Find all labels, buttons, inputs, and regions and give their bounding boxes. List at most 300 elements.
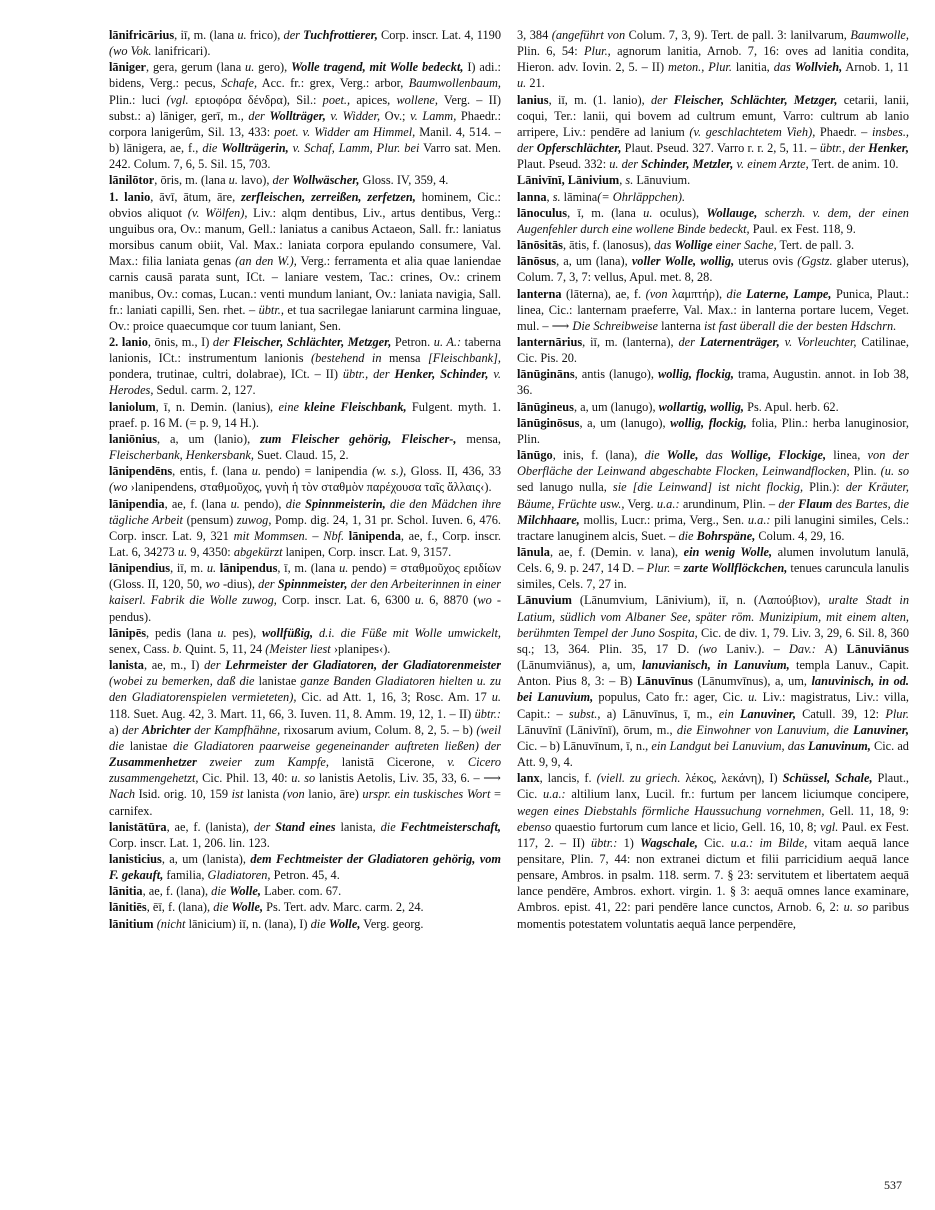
gloss: Lehrmeister der Gladiatoren, der Gladiatorenmeister <box>225 658 501 673</box>
entry-text: , iī, m. (lana <box>174 28 238 42</box>
entry-text: apices, <box>350 92 397 107</box>
dictionary-entry <box>517 92 909 173</box>
entry-text: zweier zum Kampfe, <box>196 755 329 770</box>
dictionary-entry <box>109 59 501 172</box>
entry-text: lanterna <box>658 318 704 333</box>
entry-text: (bestehend in <box>310 351 382 366</box>
entry-text: (wo <box>109 480 128 495</box>
entry-text: übtr., der <box>819 141 869 156</box>
dictionary-entry <box>109 625 501 657</box>
entry-text: lanista, <box>335 819 381 834</box>
entry-text: Plaut. Pseud. 332: <box>517 157 610 172</box>
entry-text: die <box>380 819 401 834</box>
entry-text: Colum. 4, 29, 16. <box>755 528 845 543</box>
entry-text: Sedul. carm. 2, 127. <box>153 383 256 398</box>
dictionary-entry <box>109 883 501 899</box>
gloss: Lanuviner, <box>740 706 796 721</box>
entry-text: vgl. <box>820 819 839 834</box>
entry-text: Petron. <box>391 334 434 349</box>
entry-text: et tua sacrilegae laniarunt carmina linguae, Ov.: proice quaecumque cor tuum laniant, Sen. <box>109 302 501 333</box>
entry-text: mollis, Lucr.: prima, Verg., Sen. <box>579 512 748 527</box>
entry-text: vitam aequā lance pensitare, Plin. 7, 44: non extranei dictum et filii parricidium aequā lance pensare, Ambros. in psalm. 118. serm. 7. § 23: servitutem et libertatem aequā lance pendēre, Ambros. exhort. virgin. 1. § 3: aequā omnes lance examinare, Ambros. epist. 41, 22: pari pendēre lance cunctos, Arnob. 6, 2: <box>517 835 909 915</box>
entry-text: , ī, m. (lana <box>277 561 340 576</box>
entry-text: v. Cicero zusammengehetzt, <box>109 755 501 786</box>
entry-text: Gloss. II, 436, 33 <box>406 464 501 479</box>
headword: lānilōtor <box>109 173 155 188</box>
gloss: Wollträgerin, <box>221 141 289 156</box>
gloss: Bohrspäne, <box>696 528 756 543</box>
gloss: zum Fleischer gehörig, Fleischer-, <box>260 431 457 446</box>
entry-text: -dius), <box>219 577 259 592</box>
headword: lanx <box>517 771 540 786</box>
entry-text: u. <box>206 561 217 576</box>
dictionary-entry <box>109 463 501 495</box>
entry-text: taberna lanionis, ICt.: instrumentum lanionis <box>109 334 501 366</box>
headword: lānōsitās <box>517 238 563 253</box>
gloss: Wolle tragend, mit Wolle bedeckt, <box>291 60 464 75</box>
entry-text: lanistae <box>124 738 174 753</box>
entry-text: Gloss. IV, 359, 4. <box>359 173 449 188</box>
entry-text: der Kräuter, Bäume, Früchte usw., <box>517 480 909 511</box>
entry-text: trama, Augustin. annot. in Iob 38, 36. <box>517 367 909 398</box>
entry-text: familia, <box>163 868 208 883</box>
entry-text: die <box>213 900 232 915</box>
entry-text: der <box>778 496 799 511</box>
entry-text: (vgl. <box>166 92 189 107</box>
entry-text: poet. v. Widder am Himmel, <box>274 124 416 139</box>
entry-text: ganze Banden Gladiatoren hielten u. zu den Gladiatorenspielen vermieteten), <box>109 674 501 705</box>
entry-text: Punica, Plaut.: linea, Cic.: lanternam praeferre, Val. Max.: in lanterna portare lucem, Veget. mul. – ⟶ <box>517 286 909 333</box>
entry-text: Verg.: ferramenta et alia quae laniendae carnis causā parata sunt, ICt. – laniare vestem, Tac.: crines, Ov.: crinem manibus, Ov.: comas, Lucan.: venti mundum laniant, Ov.: laniata navigia, Sall. fr.: laniati capilli, Sen. rhet. – <box>109 254 501 317</box>
entry-text: u. <box>517 76 527 91</box>
gloss: wollig, flockig, <box>658 367 735 382</box>
dictionary-entry <box>517 770 909 932</box>
entry-text: gero), <box>254 60 292 75</box>
entry-text: , a, um (lanugo), <box>573 399 659 414</box>
entry-text: , a, um (lanio), <box>157 431 261 446</box>
entry-text: pondera, trutinae, cultri, dolabrae), ICt. – II) <box>109 367 343 382</box>
dictionary-entry <box>109 916 501 932</box>
entry-text: der <box>248 108 270 123</box>
headword: Lānuviānus <box>846 641 909 656</box>
entry-text: Tert. de anim. 10. <box>808 157 899 172</box>
entry-text: Laber. com. 67. <box>260 884 342 899</box>
entry-text: (wo <box>698 641 718 656</box>
headword: lānūgineus <box>517 399 574 414</box>
entry-text: u. <box>251 464 262 479</box>
gloss: lanuvinisch, in od. bei Lanuvium, <box>517 674 909 705</box>
entry-text: pes), <box>226 625 263 640</box>
entry-text: (Lānumviānus), a, um, <box>517 658 642 673</box>
entry-text: Liv.: alqm dentibus, Liv., artus dentibus, Verg.: unguibus ora, Ov.: manum, Gell.: laniatus a canibus Actaeon, Sall. fr.: laniatus morsibus canum obiit, Val. Max.: laniata corpora epulando consumere, Val. Max.: filia laniata genas <box>109 205 501 269</box>
entry-text: (von <box>282 787 305 802</box>
entry-text: u. so <box>291 771 316 786</box>
entry-text: , ēī, f. (lana), <box>146 900 214 915</box>
entry-text: s. <box>625 173 634 188</box>
entry-text: eine <box>278 399 305 414</box>
entry-text: das <box>654 238 675 253</box>
headword: Lānivīnī, Lānivium <box>517 173 620 188</box>
gloss: Spinnmeisterin, <box>305 496 386 511</box>
headword: lanius <box>517 92 549 107</box>
entry-text: lana), <box>644 545 684 559</box>
gloss: Wollträger, <box>269 108 326 123</box>
entry-text: lanifricari). <box>151 44 211 59</box>
entry-text: des Bartes, die <box>832 496 909 511</box>
gloss: Milchhaare, <box>517 512 580 527</box>
entry-text: u.a.: <box>656 496 680 511</box>
entry-text: Fleischerbank, Henkersbank, <box>109 448 254 463</box>
entry-text: der <box>253 819 276 834</box>
dictionary-entry <box>517 172 909 188</box>
entry-text: , iī, m. (1. lanio), <box>548 92 651 107</box>
gloss: Wollwäscher, <box>292 173 360 188</box>
right-column <box>517 27 909 1187</box>
entry-text: a) <box>109 722 123 737</box>
entry-text: v. Lamm, <box>410 108 457 123</box>
entry-text: der <box>212 334 233 349</box>
entry-text: wo <box>205 577 220 592</box>
entry-text: , <box>619 173 626 188</box>
entry-text: , ae, f., Corp. inscr. Lat. 6, 34273 <box>109 528 501 559</box>
entry-text: Ps. Apul. herb. 62. <box>744 399 839 414</box>
entry-text: populus, Cato fr.: ager, Cic. <box>593 690 749 705</box>
entry-text: v. <box>637 545 645 559</box>
entry-text: Corp. inscr. Lat. 6, 6300 <box>276 593 415 608</box>
entry-text: u. <box>643 205 653 220</box>
dictionary-entry <box>109 399 501 431</box>
headword: lanternārius <box>517 334 583 349</box>
entry-text: der <box>650 92 674 107</box>
entry-text: A) <box>815 641 847 656</box>
entry-text: ein Landgut bei Lanuvium, das <box>651 738 809 753</box>
entry-text: , inis, f. (lana), <box>552 448 645 463</box>
entry-text: Corp. inscr. Lat. 4, 1190 <box>377 28 501 42</box>
entry-text: 6, 8870 ( <box>424 593 478 608</box>
entry-text: , ae, f. (lanista), <box>166 819 254 834</box>
entry-text: Catull. 39, 12: <box>795 706 886 721</box>
entry-text: (lāterna), ae, f. <box>561 286 646 301</box>
entry-text: I) adi.: bidens, Verg.: pecus, <box>109 60 501 91</box>
entry-text: Die Schreibweise <box>572 318 659 333</box>
entry-text: die <box>202 141 222 156</box>
entry-text: der <box>678 334 700 349</box>
entry-text: , ae, f. (Demin. <box>549 545 638 559</box>
dictionary-entry <box>109 657 501 819</box>
entry-text: ist fast überall die der besten Hdschrn. <box>703 318 897 333</box>
gloss: Zusammenhetzer <box>109 755 197 770</box>
entry-text: a) Lānuvīnus, ī, m., <box>600 706 719 721</box>
gloss: Laterne, Lampe, <box>746 286 832 301</box>
dictionary-entry <box>109 431 501 463</box>
gloss: Wolle, <box>328 916 361 931</box>
entry-text: 3, 384 <box>517 28 552 42</box>
entry-text: , a, um (lanista), <box>161 851 251 866</box>
entry-text: lāmina <box>560 189 598 204</box>
entry-text: lanistis Aetolis, Liv. 35, 33, 6. – ⟶ <box>315 771 501 786</box>
entry-text: Verg. – II) subst.: a) lāniger, gerī, m., <box>109 92 501 123</box>
gloss: ein wenig Wolle, <box>683 545 773 559</box>
entry-text: u. A.: <box>433 334 462 349</box>
entry-text: 9, 4350: <box>187 545 234 559</box>
entry-text: u. der <box>609 157 642 172</box>
gloss: Fleischer, Schlächter, Metzger, <box>673 92 838 107</box>
entry-text: templa Lanuv., Capit. Anton. Pius 8, 3: – B) <box>517 658 909 689</box>
entry-text: die Einwohner von Lanuvium, die <box>676 722 854 737</box>
entry-text: [Fleischbank], <box>427 351 501 366</box>
gloss: Lanuvinum, <box>808 738 871 753</box>
entry-text: urspr. ein tuskisches Wort <box>362 787 491 802</box>
headword: 1. lanio <box>109 189 151 204</box>
entry-text: Lānuvium. <box>633 173 691 188</box>
entry-text: λέκος, λεκάνη), I) <box>680 771 783 786</box>
entry-text: (nicht <box>156 916 186 931</box>
entry-text: (Ggstz. <box>797 254 833 269</box>
dictionary-entry <box>517 237 909 253</box>
entry-text: Laniv.). – <box>717 641 789 656</box>
entry-text: d.i. die Füße mit Wolle umwickelt, <box>313 625 501 640</box>
entry-text: Baumwollenbaum, <box>408 76 501 91</box>
entry-text: Phaedr. – <box>815 124 872 139</box>
entry-text: mensa, <box>456 431 501 446</box>
entry-text: die Gladiatoren paarweise gegeneinander auftreten ließen) der <box>173 738 501 753</box>
entry-text: pendo) = lanipendia <box>261 464 373 479</box>
entry-text: frico), <box>246 28 284 42</box>
entry-text: lanio, āre) <box>304 787 363 802</box>
gloss: wollartig, wollig, <box>658 399 745 414</box>
entry-text: u. <box>748 690 758 705</box>
gloss: wollig, flockig, <box>670 415 747 430</box>
headword: lānitia <box>109 884 143 899</box>
gloss: Laternenträger, <box>699 334 780 349</box>
headword: lanisticius <box>109 851 162 866</box>
gloss: Schinder, Metzler, <box>641 157 734 172</box>
entry-text: , ōnis, m., I) <box>147 334 213 349</box>
entry-text: ›planipes‹). <box>330 641 391 656</box>
entry-text: paribus momentis potestatem voluntatis aequā lance perpendēre, <box>517 900 909 931</box>
headword: lānipendia <box>109 496 165 511</box>
gloss: Wollauge, <box>706 205 758 220</box>
entry-text: Nach <box>109 787 136 802</box>
entry-text: Pomp. dig. 24, 1, 31 pr. Schol. Iuven. 6, 476. Corp. inscr. Lat. 9, 321 <box>109 512 501 543</box>
entry-text: v. Herodes, <box>109 367 501 398</box>
entry-text: u. <box>228 173 238 188</box>
entry-text: , ae, f. (lana), <box>142 884 212 899</box>
entry-text: subst., <box>568 706 601 721</box>
entry-text: Colum. 7, 3, 9). Tert. de pall. 3: lanilvarum, <box>625 28 851 42</box>
gloss: Wolle, <box>666 448 699 463</box>
dictionary-entry <box>517 592 909 770</box>
entry-text: , ae, f. (lana <box>164 496 231 511</box>
headword: lānūgināns <box>517 367 575 382</box>
entry-text: u. <box>237 28 247 42</box>
entry-text: Manil. 4, 514. – b) lānigera, ae, f., <box>109 124 501 156</box>
entry-text: (u. so <box>880 464 909 479</box>
entry-text: Fulgent. myth. 1. praef. p. 16 M. (= p. 9, 14 H.). <box>109 399 501 430</box>
entry-text: cetarii, lanii, coqui, Ter.: lanii, qui bovem ad cultrum emunt, Varro: cultrum ab lanio arripere, Liv.: pendēre ad lanium <box>517 92 909 139</box>
entry-text: v. Schaf, Lamm, Plur. bei <box>288 141 420 156</box>
gloss: Lanuviner, <box>853 722 909 737</box>
entry-text: Lānuvīnī (Lānivīnī), ōrum, m., <box>517 722 677 737</box>
entry-text: Cic. ad Att. 9, 9, 4. <box>517 738 909 770</box>
entry-text: Verg. georg. <box>360 916 424 931</box>
gloss: voller Wolle, wollig, <box>631 254 735 269</box>
entry-text: senex, Cass. <box>109 641 173 656</box>
gloss: Wollige, Flockige, <box>729 448 827 463</box>
entry-text: Isid. orig. 10, 159 <box>135 787 232 802</box>
entry-text: u. <box>177 545 188 559</box>
dictionary-entry <box>517 415 909 447</box>
entry-text: Plur. <box>885 706 909 721</box>
entry-text: pendo), <box>239 496 286 511</box>
entry-text: (v. geschlachtetem Vieh), <box>689 124 816 139</box>
entry-text: (viell. zu griech. <box>596 771 681 786</box>
dictionary-entry <box>109 334 501 399</box>
entry-text: glaber uterus), Colum. 7, 3, 7: vellus, Apul. met. 8, 28. <box>517 254 909 285</box>
entry-text: die <box>285 496 306 511</box>
gloss: zerfleischen, zerreißen, zerfetzen, <box>241 189 416 204</box>
entry-text: altilium lanx, Lucil. fr.: furtum per lancem liciumque concipere, <box>565 787 909 802</box>
headword: lanna <box>517 189 547 204</box>
gloss: Tuchfrottierer, <box>303 28 378 42</box>
dictionary-entry <box>517 334 909 366</box>
entry-text: Plin.: luci <box>109 92 167 107</box>
entry-text: tenues caruncula lanulis similes, Cels. 7, 27 in. <box>517 561 909 592</box>
entry-text: (Meister liest <box>265 641 331 656</box>
entry-text: Cic. <box>697 835 731 850</box>
entry-text: Tert. de pall. 3. <box>776 238 855 253</box>
entry-text: u.a.: <box>543 787 566 802</box>
entry-text: Schafe, <box>221 76 258 91</box>
entry-text: pili lanugini similes, Cels.: tractare lanuginem alcis, Suet. – <box>517 512 909 543</box>
entry-text: (Lānumvium, Lānivium), iī, n. (Λαπούβιον), <box>571 593 829 608</box>
entry-text: sed lanugo nulla, <box>517 480 613 495</box>
headword: Lānuvium <box>517 593 572 608</box>
entry-text: v. einem Arzte, <box>733 157 809 172</box>
entry-text: Ov.; <box>380 108 411 123</box>
entry-text: 1) <box>617 835 641 850</box>
entry-text: Phaedr.: corpora lanigerûm, Sil. 13, 433: <box>109 108 501 139</box>
entry-text: mit Mommsen. – Nbf. <box>233 528 345 543</box>
entry-text: mensa <box>381 351 428 366</box>
entry-text: folia, Plin.: herba lanuginosior, Plin. <box>517 415 909 446</box>
entry-text: , āvī, ātum, āre, <box>150 189 242 204</box>
entry-text: das <box>698 448 730 463</box>
gloss: kleine Fleischbank, <box>304 399 407 414</box>
headword: Lānuvīnus <box>636 674 693 689</box>
entry-text: (von <box>645 286 668 301</box>
gloss: Abrichter <box>141 722 191 737</box>
dictionary-entry <box>517 544 909 592</box>
entry-text: der den Arbeiterinnen in einer kaiserl. Fabrik die Wolle zuwog, <box>109 577 501 608</box>
entry-text: wollene, <box>396 92 438 107</box>
dictionary-entry <box>109 560 501 625</box>
dictionary-entry <box>517 189 909 205</box>
entry-text: insbes., der <box>517 124 909 156</box>
entry-text: Plaut. Pseud. 327. Varro r. r. 2, 5, 11. – <box>621 141 820 156</box>
entry-text: sie [die Leinwand] ist nicht flockig, <box>612 480 804 495</box>
entry-text: εριοφόρα δένδρα), Sil.: <box>188 92 323 107</box>
headword: lānūgo <box>517 448 553 463</box>
entry-text: (w. s.), <box>372 464 407 479</box>
gloss: Spinnmeister, <box>277 577 348 592</box>
entry-text: (wo Vok. <box>109 44 152 59</box>
entry-text: Paul. ex Fest. 117, 2. – II) <box>517 819 909 850</box>
entry-text: Arnob. 1, 11 <box>842 60 909 75</box>
headword: lānipenda <box>348 528 401 543</box>
gloss: Wolle, <box>231 900 264 915</box>
entry-text: lavo), <box>237 173 273 188</box>
entry-text: Suet. Claud. 15, 2. <box>254 448 349 463</box>
left-column <box>109 27 501 1187</box>
gloss: Fechtmeisterschaft, <box>400 819 501 834</box>
headword: lānifricārius <box>109 28 175 42</box>
headword: lānoculus <box>517 205 568 220</box>
entry-text: Liv.: magistratus, Liv.: villa, Capit.: – <box>517 690 909 721</box>
dictionary-entry <box>517 447 909 544</box>
dictionary-entry <box>517 253 909 285</box>
entry-text: Baumwolle, <box>850 28 909 42</box>
entry-text: der <box>258 577 278 592</box>
entry-text: übtr., der <box>342 367 395 382</box>
entry-text: Gell. 11, 18, 9: <box>824 803 909 818</box>
headword: lāniger <box>109 60 147 75</box>
entry-text: u.a.: <box>730 835 754 850</box>
entry-text: (weil die <box>109 722 501 753</box>
headword: laniōnius <box>109 431 158 446</box>
gloss: Wolle, <box>229 884 261 899</box>
entry-text: u. <box>491 690 501 705</box>
dictionary-entry <box>517 366 909 398</box>
entry-text: pendo) = σταθμοῦχος εριδίων (Gloss. II, 120, 50, <box>109 561 501 592</box>
dictionary-entry <box>109 899 501 915</box>
entry-text: abgekürzt <box>233 545 283 559</box>
entry-text: lanistā Cicerone, <box>328 755 448 770</box>
entry-text: Corp. inscr. Lat. 1, 206. lin. 123. <box>109 835 270 850</box>
entry-text: Plur. <box>646 561 671 576</box>
entry-text: uterus ovis <box>734 254 798 269</box>
entry-text: ein <box>718 706 741 721</box>
entry-text: , a, um (lanugo), <box>579 415 671 430</box>
entry-text: Varro sat. Men. 242. Colum. 7, 6, 5. Sil. 15, 703. <box>109 141 501 172</box>
entry-text: übtr., <box>258 302 284 317</box>
entry-text: u. <box>217 625 227 640</box>
entry-text: Paul. ex Fest. 118, 9. <box>749 221 856 236</box>
headword: lānōsus <box>517 254 557 269</box>
entry-text: , entis, f. (lana <box>172 464 252 479</box>
entry-text: Plin. 6, 54: <box>517 44 584 59</box>
entry-text: alumen involutum lanulā, Cels. 6, 9. p. 247, 14 D. – <box>517 545 909 576</box>
entry-text: ist <box>231 787 244 802</box>
entry-text: übtr.: <box>474 706 501 721</box>
entry-text: im Bilde, <box>759 835 808 850</box>
entry-text: meton., Plur. <box>668 60 732 75</box>
entry-text: von der Oberfläche der Leinwand abgeschabte Flocken, Leinwandflocken, <box>517 448 909 479</box>
entry-text: , ī, m. (lana <box>567 205 644 220</box>
headword: 2. lanio <box>109 334 148 349</box>
entry-text: = carnifex. <box>109 787 501 818</box>
entry-text: lanitia, <box>731 60 774 75</box>
entry-text: quaestio furtorum cum lance et licio, Gell. 16, 10, 8; <box>551 819 821 834</box>
entry-text: u. <box>414 593 425 608</box>
entry-text: agnorum lanitia, Arnob. 7, 16: oves ad lanitia condita, Hieron. adv. Iovin. 2, 5. – II) <box>517 44 909 75</box>
entry-text: u. <box>339 561 349 576</box>
entry-text: , ātis, f. (lanosus), <box>562 238 655 253</box>
dictionary-entry <box>109 851 501 883</box>
dictionary-entry <box>109 27 501 59</box>
entry-text: die <box>726 286 747 301</box>
entry-text: Catilinae, Cic. Pis. 20. <box>517 334 909 366</box>
